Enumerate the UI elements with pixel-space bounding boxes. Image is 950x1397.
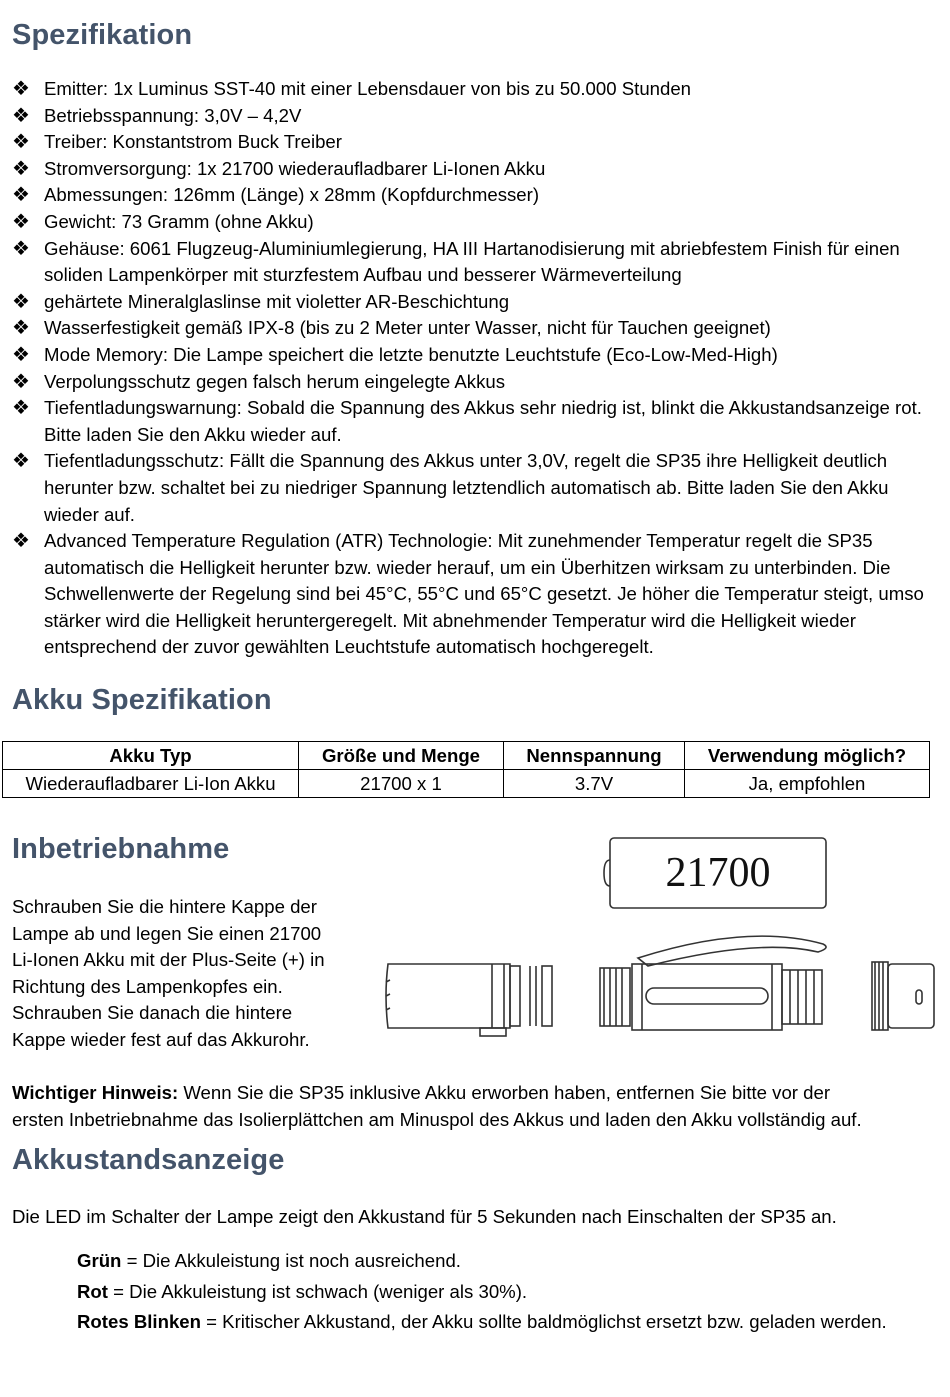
diamond-bullet-icon: ❖ <box>12 290 30 313</box>
akkustand-item-rot <box>77 1279 527 1306</box>
diamond-bullet-icon: ❖ <box>12 397 30 420</box>
list-item <box>12 209 942 236</box>
akkustand-item-label: Rotes Blinken <box>77 1311 201 1332</box>
inbetrieb-line: Kappe wieder fest auf das Akkurohr. <box>12 1028 310 1050</box>
diamond-bullet-icon: ❖ <box>12 317 30 340</box>
inbetrieb-line: Schrauben Sie die hintere Kappe der <box>12 896 317 917</box>
diamond-bullet-icon: ❖ <box>12 104 30 127</box>
heading-inbetriebnahme: Inbetriebnahme <box>12 833 230 865</box>
list-item <box>12 182 942 209</box>
list-item <box>12 129 942 156</box>
list-item-text: Verpolungsschutz gegen falsch herum eingelegte Akkus <box>44 370 506 392</box>
important-note <box>12 1080 942 1133</box>
inbetrieb-text <box>12 894 382 1054</box>
akku-table <box>2 741 930 798</box>
akkustand-item-rotes-blinken <box>77 1309 887 1336</box>
list-item-text: gehärtete Mineralglaslinse mit violetter AR-Beschichtung <box>44 290 510 312</box>
diamond-bullet-icon: ❖ <box>12 450 30 473</box>
inbetrieb-line: Richtung des Lampenkopfes ein. <box>12 975 283 997</box>
list-item <box>12 342 942 369</box>
table-cell-akku-typ: Wiederaufladbarer Li-Ion Akku <box>3 770 299 798</box>
table-header-verwendung: Verwendung möglich? <box>685 742 930 770</box>
flashlight-illustration <box>380 830 940 1060</box>
table-cell-nennspannung: 3.7V <box>504 770 685 798</box>
diamond-bullet-icon: ❖ <box>12 343 30 366</box>
important-note-label: Wichtiger Hinweis: <box>12 1082 179 1103</box>
list-item <box>12 369 942 396</box>
list-item-text: Wasserfestigkeit gemäß IPX-8 (bis zu 2 Meter unter Wasser, nicht für Tauchen geeignet) <box>44 317 771 339</box>
akkustand-item-label: Rot <box>77 1281 108 1302</box>
list-item-text: Treiber: Konstantstrom Buck Treiber <box>44 131 342 153</box>
list-item <box>12 289 942 316</box>
list-item <box>12 448 942 528</box>
diamond-bullet-icon: ❖ <box>12 78 30 100</box>
diamond-bullet-icon: ❖ <box>12 184 30 207</box>
table-row <box>3 770 930 798</box>
list-item-text: Abmessungen: 126mm (Länge) x 28mm (Kopfdurchmesser) <box>44 184 540 206</box>
diamond-bullet-icon: ❖ <box>12 131 30 154</box>
list-item-text: Gewicht: 73 Gramm (ohne Akku) <box>44 210 314 232</box>
flashlight-tailcap-drawing <box>872 962 934 1030</box>
diamond-bullet-icon: ❖ <box>12 210 30 233</box>
list-item-text: Advanced Temperature Regulation (ATR) Technologie: Mit zunehmender Temperatur regelt die SP35 automatisch die Helligkeit herunter bzw. wieder herauf, um ein Überhitzen wirksam zu unterbinden. Die Schwellenwerte der Regelung sind bei 45°C, 55°C und 65°C gesetzt. Je höher die Temperatur steigt, umso stärker wird die Helligkeit heruntergeregelt. Mit abnehmender Temperatur wird die Helligkeit wieder entsprechend der zuvor gewählten Leuchtstufe automatisch hochgeregelt. <box>44 530 924 658</box>
akku-table-header-row <box>3 742 930 770</box>
list-item <box>12 76 942 103</box>
list-item <box>12 156 942 183</box>
battery-drawing <box>604 838 826 908</box>
heading-akkustandsanzeige: Akkustandsanzeige <box>12 1144 285 1176</box>
inbetrieb-line: Schrauben Sie danach die hintere <box>12 1002 293 1024</box>
flashlight-head-drawing <box>386 964 552 1036</box>
spec-list <box>12 76 942 661</box>
akkustand-item-text: = Kritischer Akkustand, der Akku sollte baldmöglichst ersetzt bzw. geladen werden. <box>200 1311 887 1332</box>
akkustand-item-gruen <box>77 1248 461 1275</box>
akkustand-intro: Die LED im Schalter der Lampe zeigt den Akkustand für 5 Sekunden nach Einschalten der SP35 an. <box>12 1206 837 1227</box>
akkustand-item-text: = Die Akkuleistung ist schwach (weniger als 30%). <box>107 1281 528 1302</box>
list-item-text: Emitter: 1x Luminus SST-40 mit einer Lebensdauer von bis zu 50.000 Stunden <box>44 78 692 99</box>
inbetrieb-line: Li-Ionen Akku mit der Plus-Seite (+) in <box>12 949 325 971</box>
list-item-text: Mode Memory: Die Lampe speichert die letzte benutzte Leuchtstufe (Eco-Low-Med-High) <box>44 343 778 365</box>
list-item <box>12 103 942 130</box>
inbetrieb-line: Lampe ab und legen Sie einen 21700 <box>12 922 322 944</box>
important-note-line2: ersten Inbetriebnahme das Isolierplättchen am Minuspol des Akkus und laden den Akku vollständig auf. <box>12 1108 862 1130</box>
list-item-text: Tiefentladungswarnung: Sobald die Spannung des Akkus sehr niedrig ist, blinkt die Akkustandsanzeige rot. Bitte laden Sie den Akku wieder auf. <box>44 397 922 445</box>
akkustand-item-text: = Die Akkuleistung ist noch ausreichend. <box>121 1250 461 1271</box>
table-cell-groesse: 21700 x 1 <box>299 770 504 798</box>
important-note-text: Wenn Sie die SP35 inklusive Akku erworben haben, entfernen Sie bitte vor der <box>178 1082 831 1103</box>
list-item-text: Stromversorgung: 1x 21700 wiederaufladbarer Li-Ionen Akku <box>44 157 546 179</box>
diamond-bullet-icon: ❖ <box>12 237 30 260</box>
table-header-groesse: Größe und Menge <box>299 742 504 770</box>
table-header-akku-typ: Akku Typ <box>3 742 299 770</box>
battery-label: 21700 <box>665 850 771 896</box>
diamond-bullet-icon: ❖ <box>12 157 30 180</box>
list-item-text: Betriebsspannung: 3,0V – 4,2V <box>44 104 302 126</box>
table-header-nennspannung: Nennspannung <box>504 742 685 770</box>
list-item <box>12 236 942 289</box>
akkustand-item-label: Grün <box>77 1250 122 1271</box>
list-item <box>12 395 942 448</box>
important-note-line1 <box>12 1080 942 1107</box>
flashlight-body-drawing <box>600 936 826 1030</box>
heading-spezifikation: Spezifikation <box>12 19 193 51</box>
list-item-text: Gehäuse: 6061 Flugzeug-Aluminiumlegierung, HA III Hartanodisierung mit abriebfestem Finish für einen soliden Lampenkörper mit sturzfestem Aufbau und besserer Wärmeverteilung <box>44 237 900 286</box>
table-cell-verwendung: Ja, empfohlen <box>685 770 930 798</box>
diamond-bullet-icon: ❖ <box>12 530 30 553</box>
heading-akku-spezifikation: Akku Spezifikation <box>12 684 272 716</box>
list-item <box>12 528 942 661</box>
list-item-text: Tiefentladungsschutz: Fällt die Spannung des Akkus unter 3,0V, regelt die SP35 ihre Helligkeit deutlich herunter bzw. schaltet bei zu niedriger Spannung letztendlich automatisch ab. Bitte laden Sie den Akku wieder auf. <box>44 450 889 525</box>
list-item <box>12 315 942 342</box>
diamond-bullet-icon: ❖ <box>12 370 30 393</box>
